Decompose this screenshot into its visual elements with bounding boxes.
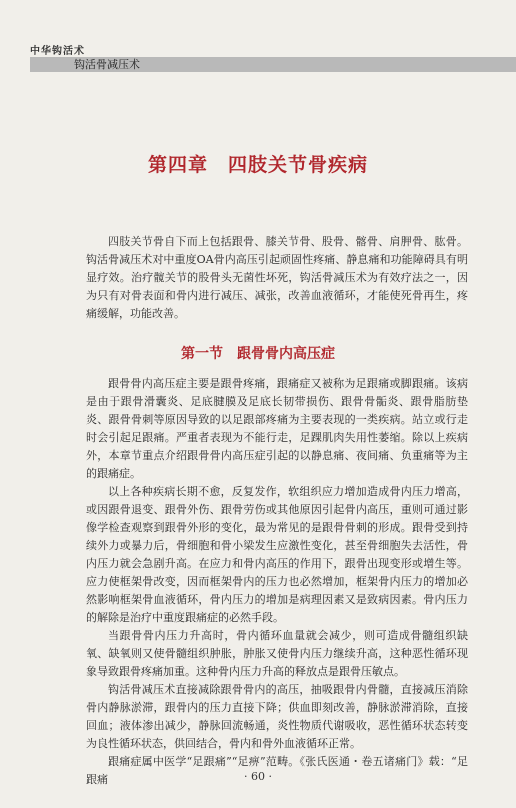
series-brand: 中华钩活术 [30, 46, 85, 57]
body-paragraph: 以上各种疾病长期不愈，反复发作，软组织应力增加造成骨内压力增高，或因跟骨退变、跟骨外伤、跟骨劳伤或其他原因引起骨内高压，重则可通过影像学检查观察到跟骨外形的变化，最为常见的是跟骨骨刺的形成。跟骨受到持续外力或暴力后，骨细胞和骨小梁发生应激性变化，甚至骨细胞失去活性，骨内压力就会急剧升高。在应力和骨内高压的作用下，跟骨出现变形或增生等。应力使框架骨改变，因而框架骨内的压力也必然增加，框架骨内压力的增加必然影响框架骨血液循环，骨内压力的增加是病理因素又是致病因素。骨内压力的解除是治疗中重度跟痛症的必然手段。 [86, 485, 468, 624]
body-paragraph: 当跟骨骨内压力升高时，骨内循环血量就会减少，则可造成骨髓组织缺氧、缺氧则又使骨髓组织肿胀，肿胀又使骨内压力继续升高，这种恶性循环现象导致跟骨疼痛加重。这种骨内压力升高的释放点是跟骨压敏点。 [86, 629, 468, 678]
body-paragraph: 跟骨骨内高压症主要是跟骨疼痛，跟痛症又被称为足跟痛或脚跟痛。该病是由于跟骨滑囊炎、足底腱膜及足底长韧带损伤、跟骨骨骺炎、跟骨脂肪垫炎、跟骨骨刺等原因导致的以足跟部疼痛为主要表现的一类疾病。站立或行走时会引起足跟痛。严重者表现为不能行走，足踝肌肉失用性萎缩。除以上疾病外，本章节重点介绍跟骨骨内高压症引起的以静息痛、夜间痛、负重痛等为主的跟痛症。 [86, 377, 468, 480]
section-title: 第一节 跟骨骨内高压症 [181, 346, 335, 362]
chapter-intro [86, 233, 468, 323]
page-number: · 60 · [244, 770, 272, 783]
chapter-title: 第四章 四肢关节骨疾病 [147, 154, 368, 176]
section-body [86, 375, 468, 789]
body-paragraph: 跟痛症属中医学“足跟痛”“足痹”范畴。《张氏医通・卷五诸痛门》载：“足跟痛 [86, 755, 468, 786]
intro-paragraph: 四肢关节骨自下而上包括跟骨、膝关节骨、股骨、髂骨、肩胛骨、肱骨。钩活骨减压术对中重度OA骨内高压引起顽固性疼痛、静息痛和功能障碍具有明显疗效。治疗髋关节的股骨头无菌性坏死，钩活骨减压术为有效疗法之一，因为只有对骨表面和骨内进行减压、减张，改善血液循环，才能使死骨再生，疼痛缓解，功能改善。 [86, 235, 468, 320]
book-title: 钩活骨减压术 [74, 58, 140, 71]
body-paragraph: 钩活骨减压术直接减除跟骨骨内的高压，抽吸跟骨内骨髓，直接减压消除骨内静脉淤滞，跟骨内的压力直接下降；供血即刻改善，静脉淤滞消除，直接回血；液体渗出减少，静脉回流畅通，炎性物质代谢吸收，恶性循环状态转变为良性循环状态，供回结合，骨内和骨外血液循环正常。 [86, 683, 468, 750]
